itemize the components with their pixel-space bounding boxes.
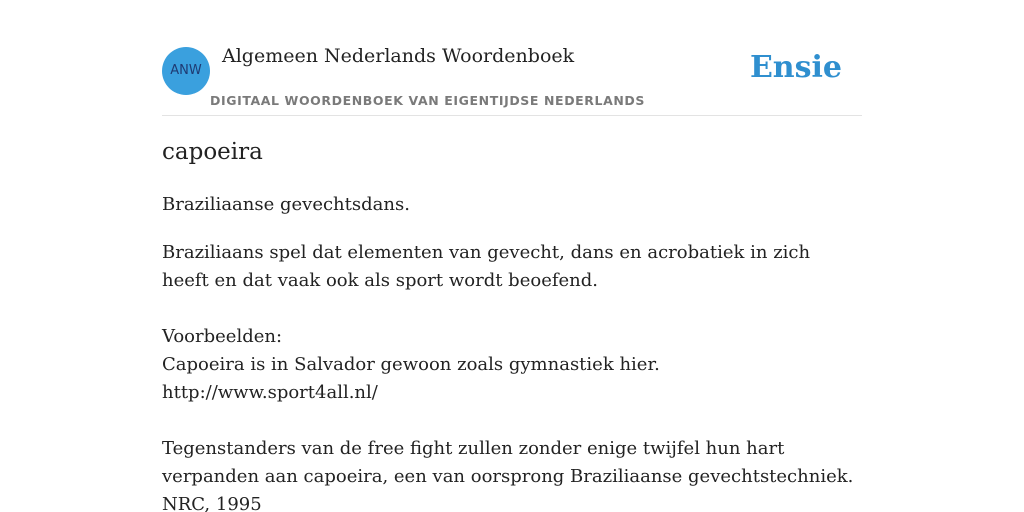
example-text: Capoeira is in Salvador gewoon zoals gymnastiek hier. bbox=[162, 354, 660, 375]
anw-logo[interactable]: ANW bbox=[162, 47, 210, 95]
example-source: NRC, 1995 bbox=[162, 494, 262, 512]
site-subtitle: DIGITAAL WOORDENBOEK VAN EIGENTIJDSE NEDERLANDS bbox=[210, 93, 646, 108]
spacer bbox=[162, 407, 862, 435]
entry-body bbox=[162, 239, 862, 512]
example-text: Tegenstanders van de free fight zullen zonder enige twijfel hun hart verpanden aan capoeira, een van oorsprong Braziliaanse gevechtstechniek. bbox=[162, 438, 854, 487]
examples-label: Voorbeelden: bbox=[162, 326, 283, 347]
entry-headword: capoeira bbox=[162, 139, 263, 165]
site-header bbox=[162, 0, 862, 116]
spacer bbox=[162, 295, 862, 323]
entry-definition: Braziliaans spel dat elementen van gevecht, dans en acrobatiek in zich heeft en dat vaak ook als sport wordt beoefend. bbox=[162, 242, 811, 291]
ensie-brand-logo[interactable]: Ensie bbox=[749, 50, 842, 85]
entry-short-definition: Braziliaanse gevechtsdans. bbox=[162, 194, 410, 215]
site-title[interactable]: Algemeen Nederlands Woordenboek bbox=[222, 45, 575, 67]
example-source: http://www.sport4all.nl/ bbox=[162, 382, 378, 403]
main-container bbox=[162, 0, 862, 512]
